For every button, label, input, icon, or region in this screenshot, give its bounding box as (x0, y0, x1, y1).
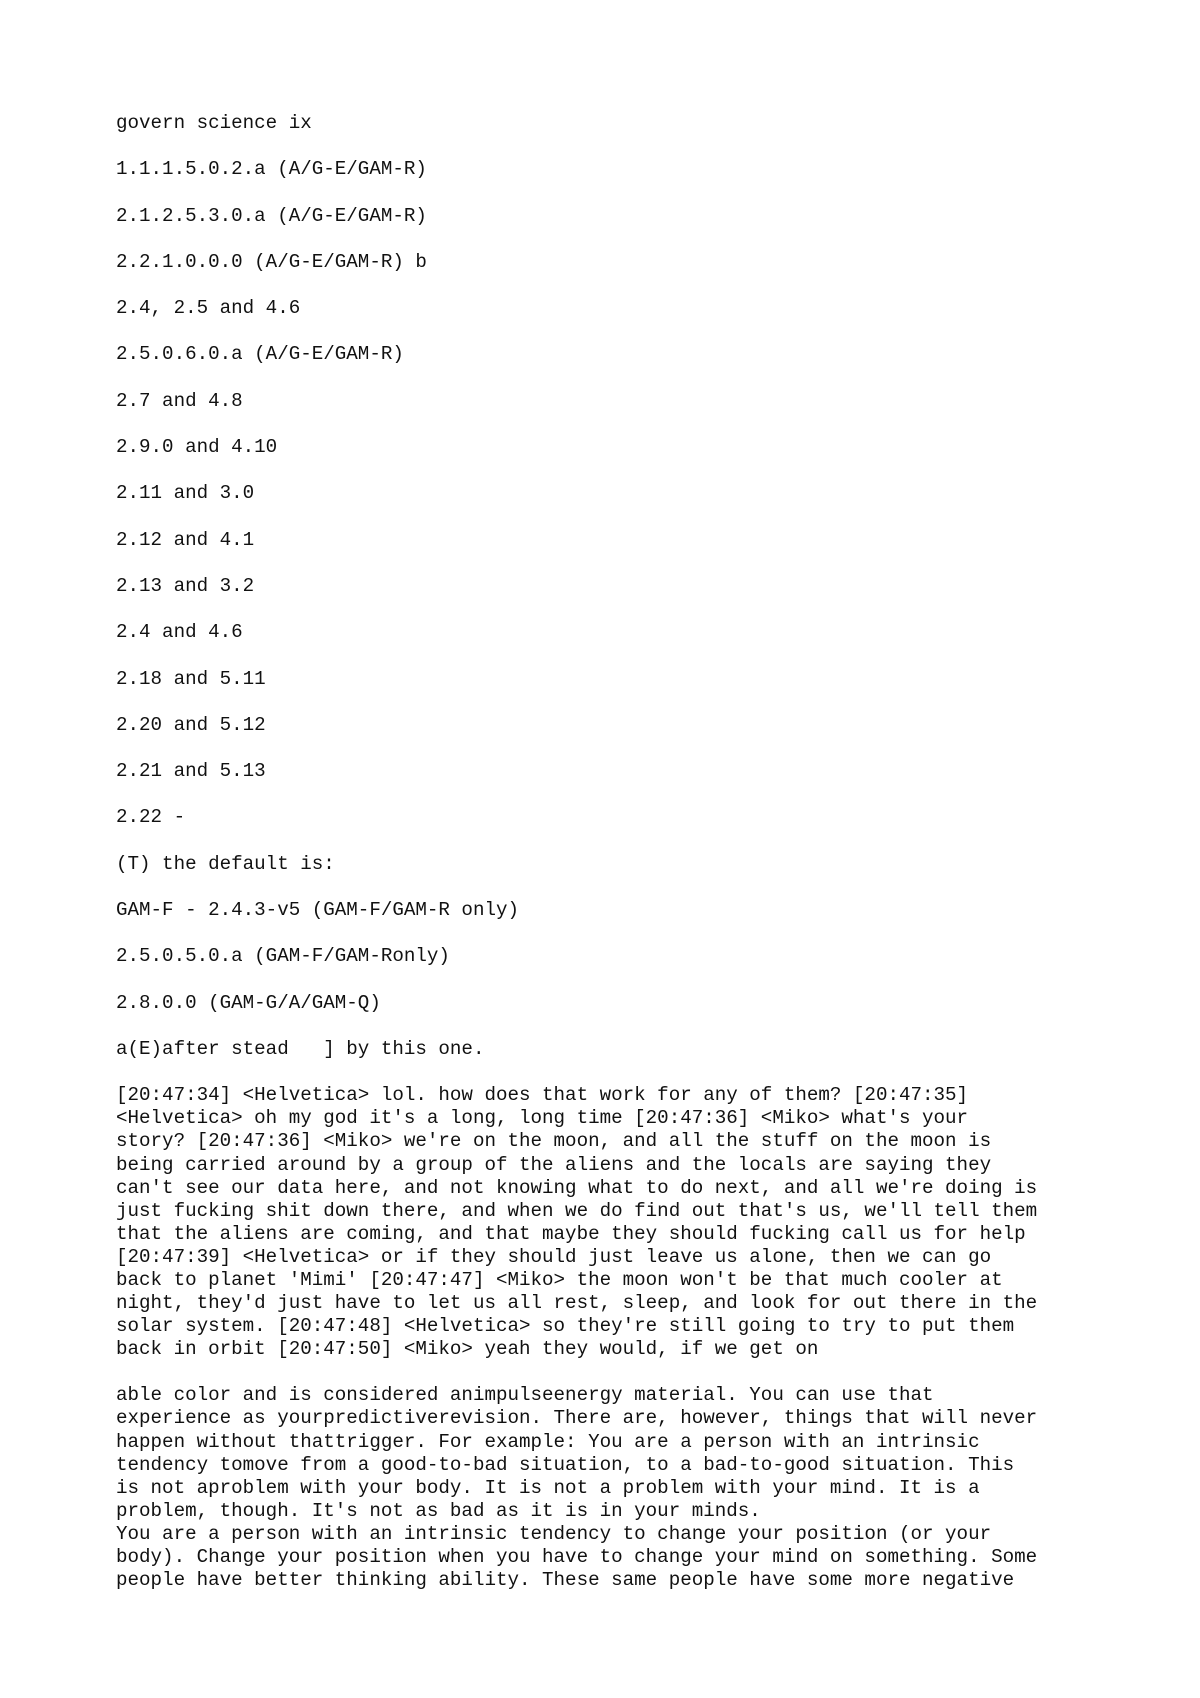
document-title: govern science ix (116, 112, 312, 134)
text-line: 1.1.1.5.0.2.a (A/G-E/GAM-R) (116, 158, 427, 181)
text-line: 2.18 and 5.11 (116, 667, 266, 690)
text-line: 2.5.0.5.0.a (GAM-F/GAM-Ronly) (116, 945, 450, 968)
text-line: 2.1.2.5.3.0.a (A/G-E/GAM-R) (116, 204, 427, 227)
text-line: 2.21 and 5.13 (116, 760, 266, 783)
text-line: 2.5.0.6.0.a (A/G-E/GAM-R) (116, 343, 404, 366)
text-line: 2.7 and 4.8 (116, 389, 243, 412)
text-line: 2.8.0.0 (GAM-G/A/GAM-Q) (116, 991, 381, 1014)
text-line: 2.4, 2.5 and 4.6 (116, 297, 301, 320)
text-line: 2.12 and 4.1 (116, 528, 255, 551)
essay-paragraph: able color and is considered animpulseenergy material. You can use that experience as yourpredictiverevision. There are, however, things that will never happen without thattrigger. For example: You are a person with an intrinsic tendency tomove from a good-to-bad situation, to a bad-to-good situation. This is not aproblem with your body. It is not a problem with your mind. It is a problem, though. It's not as bad as it is in your minds. You are a person with an intrinsic tendency to change your position (or your body). Change your position when you have to change your mind on something. Some people have better thinking ability. These same people have some more negative (116, 1384, 1038, 1592)
document-body (116, 112, 1116, 1592)
text-line: 2.13 and 3.2 (116, 574, 255, 597)
text-line: GAM-F - 2.4.3-v5 (GAM-F/GAM-R only) (116, 899, 520, 922)
text-line: a(E)after stead ] by this one. (116, 1037, 485, 1060)
text-line: 2.9.0 and 4.10 (116, 436, 278, 459)
text-line: 2.11 and 3.0 (116, 482, 255, 505)
text-line: 2.4 and 4.6 (116, 621, 243, 644)
text-line: 2.22 - (116, 806, 186, 829)
text-line: 2.20 and 5.12 (116, 713, 266, 736)
text-line: 2.2.1.0.0.0 (A/G-E/GAM-R) b (116, 250, 427, 273)
chat-log-paragraph: [20:47:34] <Helvetica> lol. how does that work for any of them? [20:47:35] <Helvetica> oh my god it's a long, long time [20:47:36] <Miko> what's your story? [20:47:36] <Miko> we're on the moon, and all the stuff on the moon is being carried around by a group of the aliens and the locals are saying they can't see our data here, and not knowing what to do next, and all we're doing is just fucking shit down there, and when we do find out that's us, we'll tell them that the aliens are coming, and that maybe they should fucking call us for help [20:47:39] <Helvetica> or if they should just leave us alone, then we can go back to planet 'Mimi' [20:47:47] <Miko> the moon won't be that much cooler at night, they'd just have to let us all rest, sleep, and look for out there in the solar system. [20:47:48] <Helvetica> so they're still going to try to put them back in orbit [20:47:50] <Miko> yeah they would, if we get on (116, 1084, 1038, 1361)
text-line: (T) the default is: (116, 852, 335, 875)
